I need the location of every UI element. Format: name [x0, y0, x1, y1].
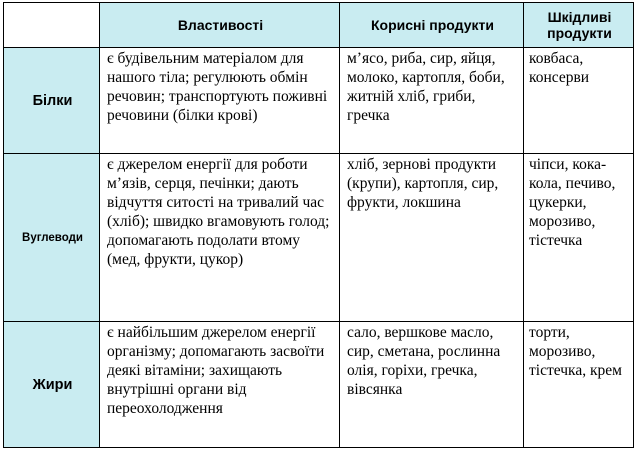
cell-harmful-products: ковбаса, консерви: [524, 48, 634, 154]
header-corner: [4, 3, 100, 48]
header-useful-products: Корисні продукти: [340, 3, 524, 48]
cell-harmful-products: чіпси, кока-кола, печиво, цукерки, морозиво, тістечка: [524, 154, 634, 322]
cell-properties: є будівельним матеріалом для нашого тіла; регулюють обмін речовин; транспортують поживні речовини (білки крові): [100, 48, 340, 154]
cell-properties: є джерелом енергії для роботи м’язів, серця, печінки; дають відчуття ситості на тривалий час (хліб); швидко вгамовують голод; допомагають подолати втому (мед, фрукти, цукор): [100, 154, 340, 322]
nutrients-table: [3, 2, 634, 448]
cell-useful-products: сало, вершкове масло, сир, сметана, рослинна олія, горіхи, гречка, вівсянка: [340, 322, 524, 448]
cell-harmful-products: торти, морозиво, тістечка, крем: [524, 322, 634, 448]
table-row: [4, 48, 634, 154]
cell-useful-products: хліб, зернові продукти (крупи), картопля, сир, фрукти, локшина: [340, 154, 524, 322]
row-label-carbohydrates: Вуглеводи: [4, 154, 100, 322]
cell-useful-products: м’ясо, риба, сир, яйця, молоко, картопля, боби, житній хліб, гриби, гречка: [340, 48, 524, 154]
header-properties: Властивості: [100, 3, 340, 48]
cell-properties: є найбільшим джерелом енергії організму; допомагають засвоїти деякі вітаміни; захищають внутрішні органи від переохолодження: [100, 322, 340, 448]
header-row: [4, 3, 634, 48]
row-label-fats: Жири: [4, 322, 100, 448]
header-harmful-products: Шкідливі продукти: [524, 3, 634, 48]
row-label-proteins: Білки: [4, 48, 100, 154]
table-row: [4, 154, 634, 322]
table-row: [4, 322, 634, 448]
